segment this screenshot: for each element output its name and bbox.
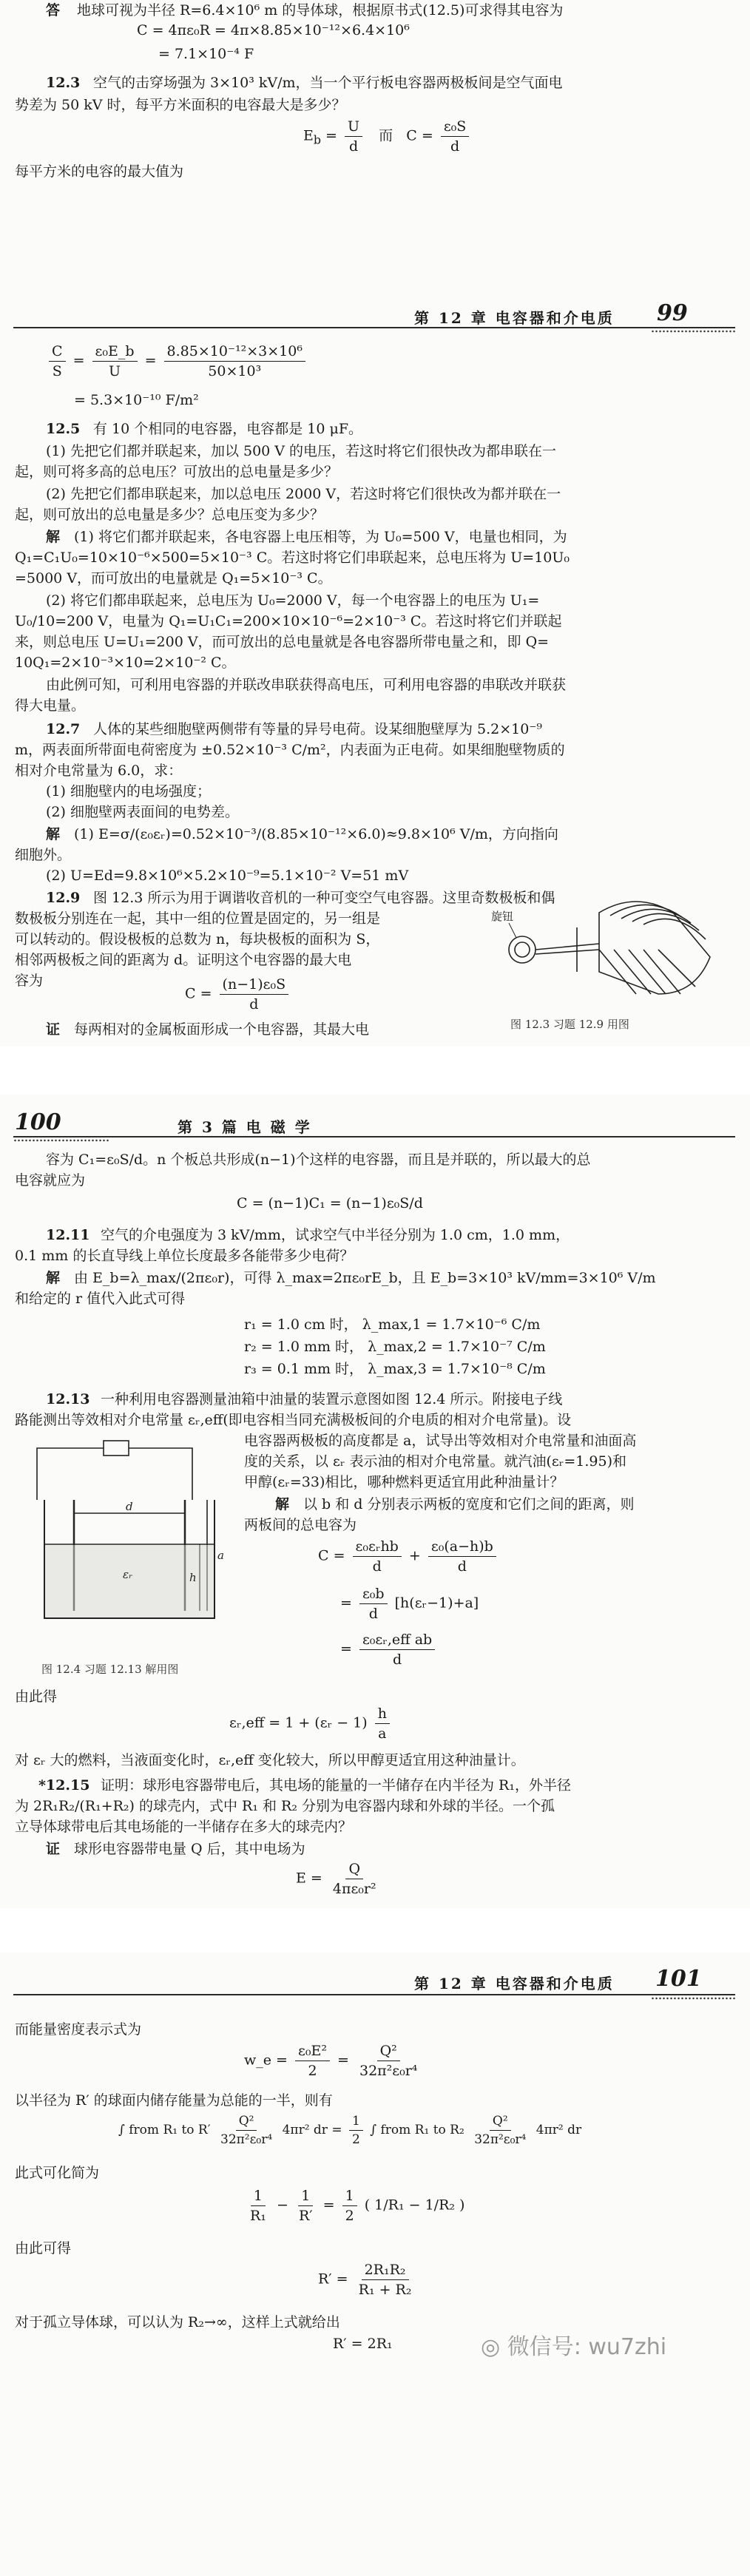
- eq-r-num: 2R₁R₂: [362, 2262, 409, 2280]
- solution-12-11-line2: 和给定的 r 值代入此式可得: [15, 1291, 186, 1307]
- header-rule: [13, 327, 735, 328]
- problem-12-5-line3: 起，则可将多高的总电压？可放出的总电量是多少？: [15, 464, 339, 480]
- problem-12-7-line1: 人体的某些细胞壁两侧带有等量的异号电荷。设某细胞壁厚为 5.2×10⁻⁹: [93, 721, 542, 737]
- eq-c1-d1: d: [372, 1558, 382, 1575]
- oil-fill: [45, 1545, 214, 1617]
- eq-c1-d2: d: [457, 1558, 467, 1575]
- problem-12-7-line3: 相对介电常量为 6.0，求：: [15, 763, 183, 779]
- eq-c3-n: ε₀εᵣ,eff ab: [359, 1632, 435, 1650]
- solution-1-line3: =5000 V，而可放出的电量就是 Q₁=5×10⁻³ C。: [15, 570, 332, 586]
- eq-eff-num: h: [375, 1705, 390, 1724]
- eq-c-den: d: [450, 138, 460, 155]
- eq-cs-num2: ε₀E_b: [92, 343, 138, 362]
- eq-simp-paren: ( 1/R₁ − 1/R₂ ): [364, 2197, 465, 2214]
- eq-r-lhs: R′ =: [318, 2271, 348, 2288]
- problem-12-3-num: 12.3: [46, 75, 81, 91]
- solution-12-13-line1: 以 b 和 d 分别表示两板的宽度和它们之间的距离，则: [303, 1496, 635, 1512]
- eq-simp-minus: −: [276, 2197, 288, 2214]
- eq-int-half-d: 2: [352, 2132, 360, 2147]
- plate-4: [643, 919, 706, 939]
- problem-12-5-line5: 起，则可放出的总电量是多少？总电压变为多少？: [15, 507, 325, 523]
- eq-c-num: ε₀S: [441, 118, 469, 137]
- page-100: [0, 1095, 750, 1908]
- hence-line: 由此得: [15, 1688, 58, 1705]
- problem-12-7-line2: m，两表面所带面电荷密度为 ±0.52×10⁻³ C/m²，内表面为正电荷。如果细胞壁物质的: [15, 742, 565, 758]
- problem-12-11-line2: 0.1 mm 的长直导线上单位长度最多各能带多少电荷？: [15, 1248, 354, 1264]
- problem-12-9-line4: 相邻两极板之间的距离为 d。证明这个电容器的最大电: [15, 952, 352, 968]
- isolated-sphere-line: 对于孤立导体球，可以认为 R₂→∞，这样上式就给出: [15, 2314, 340, 2330]
- simplify-intro: 此式可化简为: [15, 2165, 100, 2181]
- eq-cs-val: = 5.3×10⁻¹⁰ F/m²: [74, 392, 199, 408]
- page-number: 101: [655, 1966, 702, 1992]
- chapter-header: 第 12 章 电容器和介电质: [414, 1975, 615, 1992]
- solution-12-13-label: 解: [275, 1496, 290, 1512]
- problem-12-11-line1: 空气的介电强度为 3 kV/mm，试求空气中半径分别为 1.0 cm，1.0 mm，: [101, 1227, 570, 1243]
- eq-simp-n1: 1: [251, 2188, 266, 2206]
- solution-1-line1: (1) 将它们都并联起来，各电容器上电压相等，为 U₀=500 V，电量也相同，为: [74, 529, 567, 545]
- solution-2-line3: 来，则总电压 U=U₁=200 V，而可放出的总电量就是各电容器所带电量之和，即 Q=: [15, 634, 550, 650]
- problem-12-9-line1: 图 12.3 所示为用于调谐收音机的一种可变空气电容器。这里奇数极板和偶: [93, 890, 555, 906]
- problem-12-9-line3: 可以转动的。假设极板的总数为 n，每块极板的面积为 S，: [15, 931, 380, 947]
- header-rule: [13, 1994, 735, 1995]
- eq-r-den: R₁ + R₂: [358, 2282, 412, 2298]
- problem-12-9-num: 12.9: [46, 890, 81, 906]
- label-d: d: [126, 1500, 133, 1513]
- figure-12-3-caption: 图 12.3 习题 12.9 用图: [510, 1018, 629, 1031]
- problem-12-13-line3: 电容器两极板的高度都是 a，试导出等效相对介电常量和油面高: [244, 1433, 637, 1449]
- result-r1: r₁ = 1.0 cm 时， λ_max,1 = 1.7×10⁻⁶ C/m: [244, 1316, 541, 1333]
- proof-label: 证: [46, 1021, 61, 1038]
- knob-label: 旋钮: [491, 910, 514, 923]
- rotor-edge-3: [629, 950, 666, 994]
- solution-12-11-label: 解: [46, 1270, 61, 1286]
- eq-cmax-den: d: [249, 996, 259, 1013]
- eq-w-eq: =: [337, 2052, 349, 2069]
- problem-12-15-line3: 立导体球带电后其电场能的一半储存在多大的球壳内？: [15, 1819, 353, 1835]
- eq-e-field: [296, 1861, 382, 1897]
- rotor-edge-5: [658, 950, 695, 987]
- solution-12-11-line1: 由 E_b=λ_max/(2πε₀r)，可得 λ_max=2πε₀rE_b，且 E_b=3×10³ kV/mm=3×10⁶ V/m: [74, 1270, 656, 1286]
- eq-cs-num: C: [49, 343, 66, 362]
- eq-c1-n1: ε₀εᵣhb: [353, 1538, 402, 1557]
- eq-c2-rest: [h(εᵣ−1)+a]: [394, 1595, 479, 1612]
- eq-c3: = $\frac{\text{ε₀εᵣ,eff ab}}{d}$: [340, 1632, 438, 1668]
- problem-12-13-line5: 甲醇(εᵣ=33)相比，哪种燃料更适宜用此种油量计？: [244, 1474, 564, 1490]
- header-dots: [651, 329, 735, 334]
- eq-int-half-n: 1: [349, 2114, 363, 2131]
- page-99-continued: [0, 802, 750, 1046]
- problem-12-7-line4: (1) 细胞壁内的电场强度；: [46, 783, 211, 799]
- eq-int-rhs: ∫ from R₁ to R₂: [370, 2123, 464, 2137]
- conclusion-line1: 由此例可知，可利用电容器的并联改串联获得高电压，可利用电容器的串联改并联获: [46, 677, 567, 693]
- eq-e-den: 4πε₀r²: [332, 1881, 376, 1897]
- conclusion-line2: 得大电量。: [15, 697, 86, 714]
- eq-eff: [229, 1705, 393, 1742]
- eq-int-d2: 32π²ε₀r⁴: [474, 2132, 527, 2147]
- solution-12-7-label: 解: [46, 826, 61, 842]
- eq-c1-lhs: C =: [318, 1547, 345, 1564]
- knob-circle: [509, 936, 536, 963]
- eq-cs-num3: 8.85×10⁻¹²×3×10⁶: [164, 343, 305, 362]
- eq-cs: $\frac{C}{S}$ = $\frac{\text{ε₀E\_b}}{U}$ = $\frac{\text{8.85×10⁻¹²×3×10⁶}}{\text{50×10³}}$: [46, 343, 308, 379]
- eq-final: R′ = 2R₁: [333, 2336, 393, 2352]
- meter-box: [104, 1441, 129, 1456]
- label-h: h: [189, 1571, 197, 1584]
- continuation-line1: 容为 C₁=ε₀S/d。n 个板总共形成(n−1)个这样的电容器，而且是并联的，所以最大的总: [46, 1152, 591, 1168]
- answer-text: 地球可视为半径 R=6.4×10⁶ m 的导体球，根据原书式(12.5)可求得其电容为: [77, 2, 564, 18]
- eq-e-num: Q: [345, 1861, 363, 1879]
- solution-label: 解: [46, 529, 61, 545]
- problem-12-5-line1: 有 10 个相同的电容器，电容都是 10 μF。: [93, 421, 363, 437]
- eq-eb-lhs: E: [303, 127, 314, 144]
- eq-cmax-lhs: C =: [185, 985, 212, 1002]
- eq-e-lhs: E =: [296, 1870, 322, 1887]
- eq-simp-d1: R₁: [250, 2208, 266, 2224]
- solution-12-7-line2: 细胞外。: [15, 847, 72, 863]
- eq-c2-d: d: [368, 1606, 378, 1622]
- eq-w-n2: Q²: [377, 2043, 400, 2061]
- wechat-icon: ◎: [481, 2334, 501, 2360]
- eq-energy-density: [244, 2043, 423, 2079]
- solution-12-7-line1: (1) E=σ/(ε₀εᵣ)=0.52×10⁻³/(8.85×10⁻¹²×6.0)≈9.8×10⁶ V/m，方向指向: [74, 826, 558, 842]
- rotor-edge-2: [614, 950, 651, 994]
- knob-leader: [509, 923, 516, 938]
- eq-integral: [118, 2114, 581, 2147]
- problem-12-9-line5: 容为: [15, 973, 44, 989]
- proof-12-15-label: 证: [46, 1841, 61, 1857]
- part-header: 第 3 篇 电 磁 学: [178, 1118, 312, 1136]
- eq-eb: $E_b$ = $\frac{U}{d}$ 而 C = $\frac{\text{ε₀S}}{d}$: [303, 118, 472, 155]
- eq-eb-den: d: [348, 138, 359, 155]
- answer-label: 答: [46, 2, 61, 18]
- problem-12-5-line4: (2) 先把它们都串联起来，加以总电压 2000 V，若这时将它们很快改为都并联在一: [46, 486, 561, 502]
- half-energy-intro: 以半径为 R′ 的球面内储存能量为总能的一半，则有: [15, 2092, 333, 2109]
- variable-capacitor-figure: [488, 883, 732, 1009]
- knob-inner: [515, 942, 530, 957]
- page-number: 99: [657, 300, 688, 326]
- eq-simp-n2: 1: [298, 2188, 313, 2206]
- eq-int-lhs: ∫ from R₁ to R′: [118, 2123, 211, 2137]
- eq-cmax-num: (n−1)ε₀S: [220, 976, 289, 995]
- eq-w-d2: 32π²ε₀r⁴: [359, 2063, 418, 2079]
- problem-12-7-num: 12.7: [46, 721, 81, 737]
- header-rule: [13, 1136, 735, 1137]
- eq-int-n1: Q²: [236, 2114, 257, 2131]
- proof-line1: 每两相对的金属板面形成一个电容器，其最大电: [74, 1021, 370, 1038]
- eq-eff-lhs: εᵣ,eff = 1 + (εᵣ − 1): [229, 1714, 368, 1731]
- oil-tank-figure: [22, 1433, 237, 1655]
- eq-total-c: C = (n−1)C₁ = (n−1)ε₀S/d: [237, 1195, 423, 1211]
- eq-c-earth: C = 4πε₀R = 4π×8.85×10⁻¹²×6.4×10⁶: [137, 22, 410, 38]
- eq-c2-n: ε₀b: [359, 1586, 388, 1604]
- eq-r-prime: [318, 2262, 417, 2298]
- problem-12-7-line5: (2) 细胞壁两表面间的电势差。: [46, 804, 239, 820]
- problem-12-3-line1: 空气的击穿场强为 3×10³ kV/m，当一个平行板电容器两极板间是空气面电: [93, 75, 563, 91]
- eq-and: 而: [379, 127, 393, 144]
- eq-c1-plus: +: [408, 1547, 421, 1564]
- solution-2-line4: 10Q₁=2×10⁻³×10=2×10⁻² C。: [15, 655, 236, 671]
- eq-cs-den2: U: [109, 363, 121, 379]
- page-number: 100: [15, 1109, 61, 1135]
- problem-12-5-num: 12.5: [46, 421, 81, 437]
- eq-c-earth-val: = 7.1×10⁻⁴ F: [158, 46, 254, 62]
- page-gap-1: [0, 1046, 750, 1095]
- label-er: εᵣ: [123, 1568, 133, 1581]
- header-dots: [13, 1138, 109, 1143]
- eq-int-n2: Q²: [490, 2114, 511, 2131]
- eq-c2: = $\frac{\text{ε₀b}}{d}$ [h(εᵣ−1)+a]: [340, 1586, 479, 1622]
- eq-cmax: [185, 976, 291, 1013]
- proof-12-15-line1: 球形电容器带电量 Q 后，其中电场为: [74, 1841, 305, 1857]
- energy-density-intro: 而能量密度表示式为: [15, 2021, 142, 2038]
- eq-w-d1: 2: [308, 2063, 317, 2079]
- problem-12-5-line2: (1) 先把它们都并联起来，加以 500 V 的电压，若这时将它们很快改为都串联在一: [46, 443, 557, 459]
- rotor-edge-4: [643, 950, 680, 994]
- eq-c-lhs: C =: [406, 127, 433, 144]
- eq-simplified: [244, 2188, 464, 2224]
- result-r2: r₂ = 1.0 mm 时， λ_max,2 = 1.7×10⁻⁷ C/m: [244, 1339, 546, 1355]
- eq-cs-den3: 50×10³: [208, 363, 262, 379]
- eq-int-mid: 4πr² dr =: [282, 2123, 342, 2137]
- eq-eb-num: U: [345, 118, 362, 137]
- problem-12-15-line1: 证明：球形电容器带电后，其电场的能量的一半储存在内半径为 R₁，外半径: [101, 1777, 571, 1794]
- conclusion-12-13: 对 εᵣ 大的燃料，当液面变化时，εᵣ,eff 变化较大，所以甲醇更适宜用这种油量计。: [15, 1752, 525, 1768]
- shaft: [536, 944, 599, 950]
- eq-eff-den: a: [378, 1725, 387, 1742]
- eq-simp-d2: R′: [298, 2208, 313, 2224]
- problem-12-11-num: 12.11: [46, 1227, 90, 1243]
- wechat-watermark: [481, 2328, 666, 2361]
- problem-12-3-line2: 势差为 50 kV 时，每平方米面积的电容最大是多少？: [15, 97, 346, 113]
- problem-12-13-line4: 度的关系，以 εᵣ 表示油的相对介电常量。就汽油(εᵣ=1.95)和: [244, 1453, 627, 1470]
- problem-12-13-line2: 路能测出等效相对介电常量 εᵣ,eff(即电容相当同充满极板间的介电质的相对介电常量)。设: [15, 1412, 572, 1428]
- problem-12-15-num: *12.15: [38, 1777, 90, 1794]
- shaft-lower: [536, 950, 599, 954]
- problem-12-13-num: 12.13: [46, 1391, 90, 1407]
- chapter-header: 第 12 章 电容器和介电质: [414, 309, 615, 327]
- eq-eb-sub: b: [313, 132, 322, 147]
- page-99: [0, 0, 750, 805]
- watermark-text: 微信号: wu7zhi: [507, 2334, 667, 2360]
- eq-simp-d3: 2: [345, 2208, 354, 2224]
- problem-12-9-line2: 数极板分别连在一起，其中一组的位置是固定的，另一组是: [15, 910, 381, 927]
- result-r3: r₃ = 0.1 mm 时， λ_max,3 = 1.7×10⁻⁸ C/m: [244, 1361, 546, 1377]
- solution-12-13-line2: 两板间的总电容为: [244, 1517, 357, 1533]
- problem-12-13-line1: 一种利用电容器测量油箱中油量的装置示意图如图 12.4 所示。附接电子线: [101, 1391, 563, 1407]
- eq-simp-eq: =: [322, 2197, 335, 2214]
- hence-intro: 由此可得: [15, 2240, 72, 2256]
- eq-c3-d: d: [392, 1652, 402, 1668]
- eq-w-lhs: w_e =: [244, 2052, 288, 2069]
- eq-w-n1: ε₀E²: [295, 2043, 330, 2061]
- problem-12-15-line2: 为 2R₁R₂/(R₁+R₂) 的球壳内，式中 R₁ 和 R₂ 分别为电容器内球和外球的半径。一个孤: [15, 1798, 555, 1814]
- rotor-edge-1: [599, 950, 636, 994]
- problem-12-3-line3: 每平方米的电容的最大值为: [15, 163, 184, 180]
- label-a: a: [217, 1549, 224, 1562]
- page-101: [0, 1953, 750, 2576]
- eq-c1-n2: ε₀(a−h)b: [428, 1538, 496, 1557]
- figure-12-4-caption: 图 12.4 习题 12.13 解用图: [41, 1663, 179, 1676]
- eq-cs-den: S: [52, 363, 62, 379]
- continuation-line2: 电容就应为: [15, 1172, 86, 1189]
- eq-int-end: 4πr² dr: [536, 2123, 582, 2137]
- solution-2-line2: U₀/10=200 V，电量为 Q₁=U₁C₁=200×10×10⁻⁶=2×10⁻³ C。若这时将它们并联起: [15, 613, 562, 629]
- header-dots: [651, 1996, 735, 2001]
- solution-12-7-line3: (2) U=Ed=9.8×10⁶×5.2×10⁻⁹=5.1×10⁻² V=51 mV: [46, 868, 409, 884]
- eq-int-d1: 32π²ε₀r⁴: [220, 2132, 273, 2147]
- solution-2-line1: (2) 将它们都串联起来，总电压为 U₀=2000 V，每一个电容器上的电压为 U₁=: [46, 592, 540, 609]
- eq-c1: [318, 1538, 499, 1575]
- eq-simp-n3: 1: [342, 2188, 357, 2206]
- solution-1-line2: Q₁=C₁U₀=10×10⁻⁶×500=5×10⁻³ C。若这时将它们串联起来，总电压将为 U=10U₀: [15, 550, 570, 566]
- page-gap-2: [0, 1908, 750, 1953]
